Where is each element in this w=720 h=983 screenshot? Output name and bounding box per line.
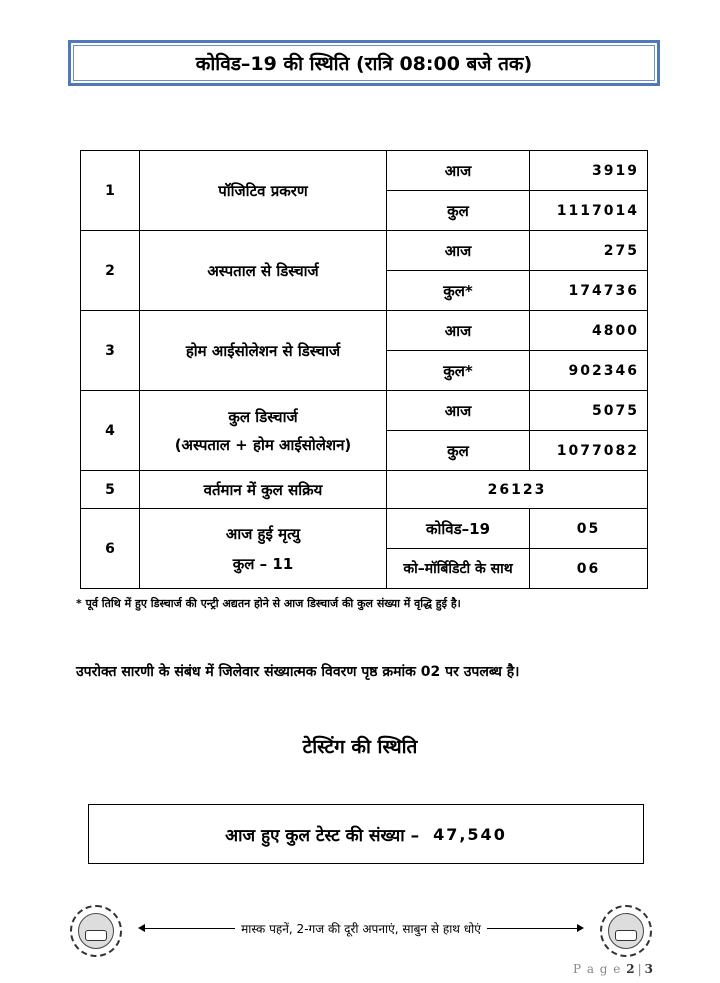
page-total: 3 xyxy=(644,962,654,976)
row-label xyxy=(140,509,387,589)
sub-label: आज xyxy=(387,231,530,271)
row-label-line1: कुल डिस्चार्ज xyxy=(228,407,298,426)
row-label: पॉजिटिव प्रकरण xyxy=(140,151,387,231)
page-title: कोविड–19 की स्थिति (रात्रि 08:00 बजे तक) xyxy=(195,53,533,75)
row-label: अस्पताल से डिस्चार्ज xyxy=(140,231,387,311)
table-row xyxy=(81,151,648,191)
page-title-box xyxy=(68,40,660,86)
value-cell: 1077082 xyxy=(530,431,648,471)
sub-label: कुल* xyxy=(387,351,530,391)
arrow-right-icon xyxy=(487,928,582,929)
serial-number: 5 xyxy=(81,471,140,509)
table-row xyxy=(81,509,648,549)
footer-slogan: मास्क पहनें, 2-गज की दूरी अपनाएं, साबुन से हाथ धोएं xyxy=(241,922,481,936)
footnote: * पूर्व तिथि में हुए डिस्चार्ज की एन्ट्री अद्यतन होने से आज डिस्चार्ज की कुल संख्या में वृद्धि हुई है। xyxy=(76,597,461,610)
value-cell: 05 xyxy=(530,509,648,549)
value-cell: 3919 xyxy=(530,151,648,191)
table-row xyxy=(81,231,648,271)
sub-label: कुल xyxy=(387,191,530,231)
masked-face-woman-icon xyxy=(70,905,122,957)
page-number: P a g e 2 | 3 xyxy=(572,962,654,976)
footer-banner xyxy=(70,905,652,955)
table-row xyxy=(81,311,648,351)
serial-number: 2 xyxy=(81,231,140,311)
sub-label: कुल xyxy=(387,431,530,471)
sub-label: आज xyxy=(387,151,530,191)
value-cell: 902346 xyxy=(530,351,648,391)
arrow-left-icon xyxy=(140,928,235,929)
testing-label: आज हुए कुल टेस्ट की संख्या – xyxy=(225,825,420,846)
page-current: 2 xyxy=(626,962,636,976)
masked-face-man-icon xyxy=(600,905,652,957)
sub-label: को–मॉर्बिडिटी के साथ xyxy=(387,549,530,589)
value-cell: 4800 xyxy=(530,311,648,351)
value-cell: 174736 xyxy=(530,271,648,311)
table-row xyxy=(81,471,648,509)
testing-box xyxy=(88,804,644,864)
serial-number: 1 xyxy=(81,151,140,231)
value-cell: 275 xyxy=(530,231,648,271)
sub-label: आज xyxy=(387,391,530,431)
row-label xyxy=(140,391,387,471)
sub-label: आज xyxy=(387,311,530,351)
row-label-line2: (अस्पताल + होम आईसोलेशन) xyxy=(174,435,352,454)
testing-value: 47,540 xyxy=(433,824,507,844)
table-row xyxy=(81,391,648,431)
sub-label: कुल* xyxy=(387,271,530,311)
serial-number: 4 xyxy=(81,391,140,471)
row-label-line1: आज हुई मृत्यु xyxy=(225,524,301,543)
serial-number: 3 xyxy=(81,311,140,391)
reference-text: उपरोक्त सारणी के संबंध में जिलेवार संख्यात्मक विवरण पृष्ठ क्रमांक 02 पर उपलब्ध है। xyxy=(76,664,520,680)
value-cell: 1117014 xyxy=(530,191,648,231)
sub-label: कोविड–19 xyxy=(387,509,530,549)
active-cases-value: 26123 xyxy=(387,471,648,509)
row-label: होम आईसोलेशन से डिस्चार्ज xyxy=(140,311,387,391)
footer-slogan-row xyxy=(140,920,582,937)
row-label-line2: कुल – 11 xyxy=(232,554,294,573)
serial-number: 6 xyxy=(81,509,140,589)
row-label: वर्तमान में कुल सक्रिय xyxy=(140,471,387,509)
testing-section-title: टेस्टिंग की स्थिति xyxy=(302,736,418,758)
covid-status-table xyxy=(80,150,648,589)
page-label: P a g e xyxy=(572,962,622,976)
value-cell: 06 xyxy=(530,549,648,589)
value-cell: 5075 xyxy=(530,391,648,431)
